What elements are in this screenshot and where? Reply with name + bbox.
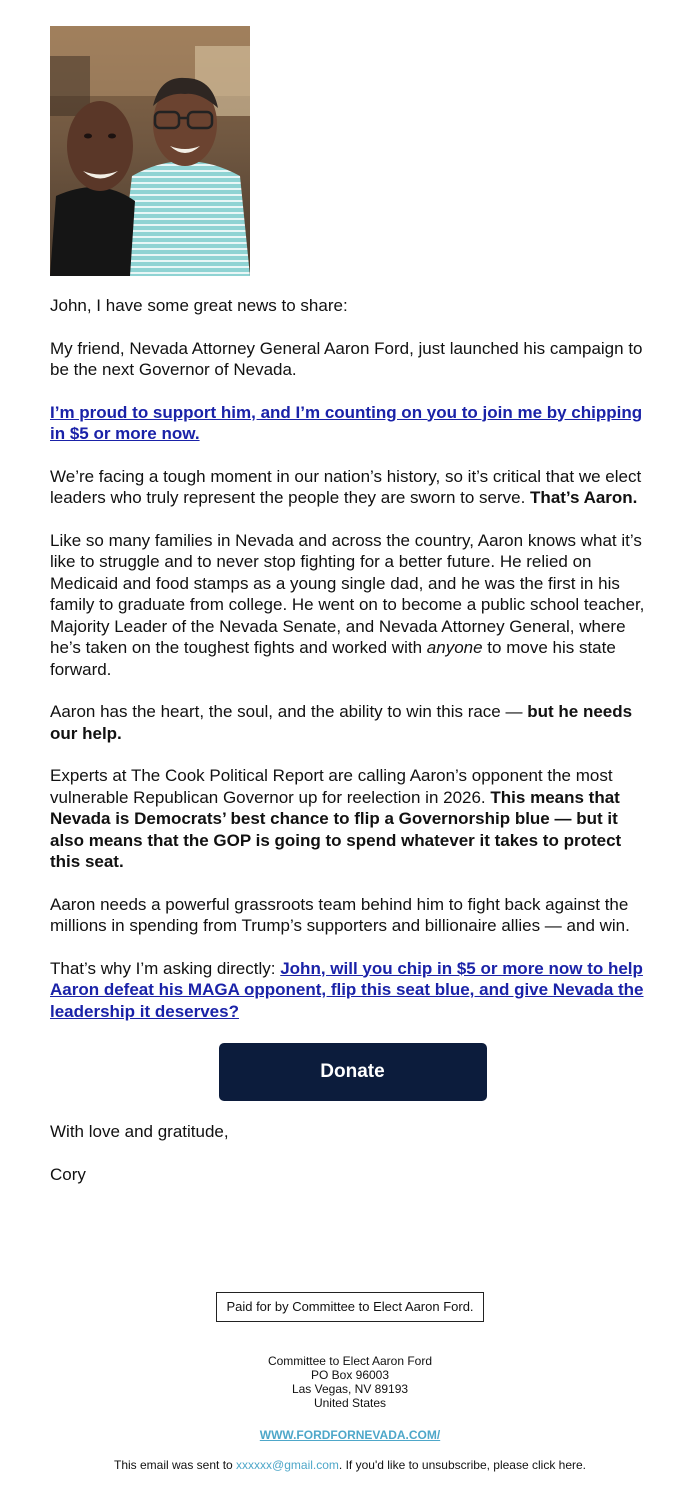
mailing-address	[0, 1354, 700, 1410]
donate-button[interactable]: Donate	[219, 1043, 487, 1101]
tough-moment-text: We’re facing a tough moment in our nation’s history, so it’s critical that we elect leaders who truly represent the people they are sworn to serve.	[50, 466, 642, 507]
signature: Cory	[50, 1164, 86, 1184]
website-link[interactable]: WWW.FORDFORNEVADA.COM/	[259, 1428, 441, 1442]
address-line: Committee to Elect Aaron Ford	[267, 1354, 433, 1368]
bio-italic: anyone	[426, 638, 483, 657]
photo-illustration	[50, 26, 250, 276]
greeting: John, I have some great news to share:	[50, 296, 348, 315]
address-line: PO Box 96003	[310, 1368, 390, 1382]
email-footer	[0, 1292, 700, 1472]
sent-prefix: This email was sent to	[113, 1458, 233, 1472]
paid-for-disclaimer: Paid for by Committee to Elect Aaron Ford.	[216, 1292, 483, 1322]
paragraph-biography	[50, 530, 655, 681]
help-bold: but he needs our help.	[50, 702, 633, 743]
address-line: United States	[313, 1396, 387, 1410]
hero-photo	[50, 26, 250, 276]
intro-paragraph: My friend, Nevada Attorney General Aaron Ford, just launched his campaign to be the next Governor of Nevada.	[50, 338, 643, 379]
cook-bold: This means that Nevada is Democrats’ best chance to flip a Governorship blue — but it also means that the GOP is going to spend whatever it takes to protect this seat.	[50, 787, 622, 871]
thats-aaron-text: That’s Aaron.	[530, 488, 638, 507]
paragraph-tough-moment	[50, 466, 655, 509]
ask-donate-link[interactable]: John, will you chip in $5 or more now to help Aaron defeat his MAGA opponent, flip this seat blue, and give Nevada the leadership it deserves?	[50, 958, 644, 1021]
paragraph-ask	[50, 958, 655, 1023]
email-body	[50, 295, 655, 1206]
recipient-email-link[interactable]: xxxxxx@gmail.com	[236, 1458, 339, 1472]
bio-text-2: to move his state forward.	[50, 638, 616, 679]
paragraph-cook-report	[50, 765, 655, 873]
sent-to-notice	[0, 1458, 700, 1472]
paragraph-grassroots: Aaron needs a powerful grassroots team behind him to fight back against the millions in spending from Trump’s supporters and billionaire allies — and win.	[50, 894, 630, 935]
closing: With love and gratitude,	[50, 1122, 229, 1141]
bio-text-1: Like so many families in Nevada and across the country, Aaron knows what it’s like to struggle and to never stop fighting for a better future. He relied on Medicaid and food stamps as a young single dad, and he was the first in his family to graduate from college. He went on to become a public school teacher, Majority Leader of the Nevada Senate, and Nevada Attorney General, where he’s taken on the toughest fights and worked with	[50, 530, 645, 657]
help-text: Aaron has the heart, the soul, and the ability to win this race —	[50, 702, 523, 721]
ask-text: That’s why I’m asking directly:	[50, 958, 276, 978]
address-line: Las Vegas, NV 89193	[291, 1382, 409, 1396]
unsubscribe-text[interactable]: . If you'd like to unsubscribe, please click here.	[338, 1458, 587, 1472]
support-donate-link[interactable]: I’m proud to support him, and I’m counting on you to join me by chipping in $5 or more now.	[50, 402, 643, 443]
paragraph-help	[50, 701, 655, 744]
cook-text: Experts at The Cook Political Report are calling Aaron’s opponent the most vulnerable Republican Governor up for reelection in 2026.	[50, 766, 613, 807]
